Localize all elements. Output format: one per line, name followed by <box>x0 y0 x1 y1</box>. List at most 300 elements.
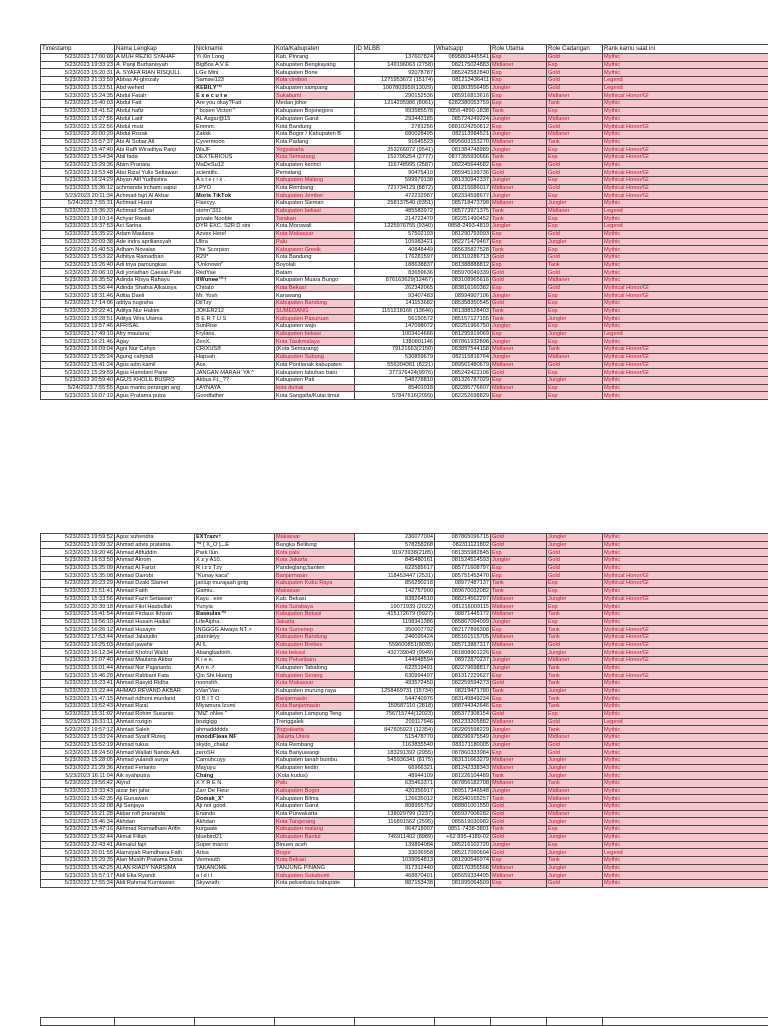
timestamp-cell: 5/23/2023 16:35:52 <box>41 276 115 284</box>
timestamp-cell: 5/23/2023 20:39:18 <box>41 603 115 611</box>
whatsapp-cell: 081524514593 <box>435 557 491 565</box>
name-cell: Alan Muslih Pratama Dona <box>115 856 195 864</box>
table-row <box>41 369 768 377</box>
table-row <box>41 687 768 695</box>
empty-cell <box>355 1018 435 1026</box>
rank-cell: Mythical Honor/Gl <box>603 153 768 161</box>
rank-cell: Mythic <box>603 161 768 169</box>
id-cell: 2781256 <box>355 123 435 131</box>
timestamp-cell: 5/23/2023 15:33:56 <box>41 595 115 603</box>
nickname-cell: R i z z Tzy <box>195 564 275 572</box>
role-main-cell: Jungler <box>491 353 547 361</box>
table-row <box>41 633 768 641</box>
nickname-cell: Yunyia <box>195 603 275 611</box>
city-cell: Kota Pontianak kabupaten <box>275 361 355 369</box>
id-cell: 33036958 <box>355 849 435 857</box>
rank-cell: Mythic <box>603 610 768 618</box>
rank-cell: Mythic <box>603 726 768 734</box>
rank-cell: Mythical Honor/Gl <box>603 641 768 649</box>
role-backup-cell: Gold <box>547 284 603 292</box>
table-row <box>41 610 768 618</box>
id-cell: 66966321 <box>355 764 435 772</box>
timestamp-cell: 5/23/2023 15:47:15 <box>41 695 115 703</box>
name-cell: Ahmad Jalaludin <box>115 633 195 641</box>
role-main-cell: Jungler <box>491 177 547 185</box>
role-main-cell: Tank <box>491 687 547 695</box>
whatsapp-cell: 088296975549 <box>435 733 491 741</box>
role-backup-cell: Jungler <box>547 541 603 549</box>
name-cell: Akmal Fillah <box>115 833 195 841</box>
whatsapp-cell: 081995064509 <box>435 879 491 887</box>
role-main-cell: Tank <box>491 315 547 323</box>
timestamp-cell: 5/23/2023 15:28:51 <box>41 315 115 323</box>
role-backup-cell: Gold <box>547 269 603 277</box>
whatsapp-cell: 082175024883 <box>435 61 491 69</box>
city-cell: Kota Tasikmalaya <box>275 338 355 346</box>
city-cell: Kabupaten Garut <box>275 115 355 123</box>
nickname-cell: X Y R E N <box>195 780 275 788</box>
role-backup-cell: Jungler <box>547 687 603 695</box>
nickname-cell: janlup murajaah gntg <box>195 580 275 588</box>
rank-cell: Mythic <box>603 541 768 549</box>
nickname-cell: 𝐂𝐡𝐚̈𝐧𝐠 <box>195 772 275 780</box>
role-backup-cell: Jungler <box>547 764 603 772</box>
nickname-cell: 𝐊𝐄𝐁𝐈𝐋𝐘™ <box>195 84 275 92</box>
table-row <box>41 780 768 788</box>
name-cell: Adi yonathan Caesar Pute <box>115 269 195 277</box>
rank-cell: Mythic <box>603 230 768 238</box>
table-row <box>41 300 768 308</box>
role-backup-cell: Tank <box>547 138 603 146</box>
role-backup-cell: Exp <box>547 107 603 115</box>
rank-cell: Mythic <box>603 534 768 542</box>
timestamp-cell: 5/23/2023 16:09:04 <box>41 346 115 354</box>
timestamp-cell: 5/23/2023 21:33:59 <box>41 77 115 85</box>
name-cell: Achmad Husni <box>115 200 195 208</box>
rank-cell: Mythic <box>603 261 768 269</box>
id-cell: 548778810 <box>355 376 435 384</box>
whatsapp-cell: 085945199736 <box>435 169 491 177</box>
role-main-cell: Tank <box>491 107 547 115</box>
whatsapp-cell: 085519030982 <box>435 818 491 826</box>
id-cell: 1214295986 (8061) <box>355 100 435 108</box>
role-main-cell: Exp <box>491 69 547 77</box>
role-backup-cell: Gold <box>547 123 603 131</box>
timestamp-cell: 5/23/2023 16:07:19 <box>41 392 115 400</box>
id-cell: 468870401 <box>355 872 435 880</box>
id-cell: 1039054813 <box>355 856 435 864</box>
city-cell: Kabupaten Sukabumi <box>275 872 355 880</box>
city-cell: Kota Padang <box>275 138 355 146</box>
role-main-cell: Jungler <box>491 292 547 300</box>
rank-cell: Mythical Honor/Gl <box>603 192 768 200</box>
whatsapp-cell: 082115816764 <box>435 353 491 361</box>
whatsapp-cell: 0851-7438-3801 <box>435 826 491 834</box>
table-row <box>41 92 768 100</box>
name-cell: Ahmad Rohim Susanto <box>115 710 195 718</box>
timestamp-cell: 5/23/2023 19:57:46 <box>41 323 115 331</box>
table-row <box>41 200 768 208</box>
role-backup-cell: Jungler <box>547 595 603 603</box>
role-backup-cell: Exp <box>547 246 603 254</box>
empty-cell <box>435 1018 491 1026</box>
name-cell: Abdul hafiz <box>115 107 195 115</box>
city-cell: (Kota kudus) <box>275 772 355 780</box>
whatsapp-cell: 082271479467 <box>435 238 491 246</box>
id-cell: 622519491 <box>355 664 435 672</box>
role-main-cell: Jungler <box>491 664 547 672</box>
nickname-cell: storm"331 <box>195 207 275 215</box>
whatsapp-cell: 0877355930666 <box>435 153 491 161</box>
timestamp-cell: 5/23/2023 15:40:03 <box>41 100 115 108</box>
city-cell: Kota Tangerang <box>275 818 355 826</box>
id-cell: 105983421 <box>355 238 435 246</box>
whatsapp-cell: 087856182708 <box>435 780 491 788</box>
id-cell: 993585578 <box>355 107 435 115</box>
id-cell: 1163835540 <box>355 741 435 749</box>
table-row <box>41 269 768 277</box>
role-main-cell: Tank <box>491 826 547 834</box>
city-cell: Kota pekanbaru kabupate <box>275 879 355 887</box>
city-cell: Yogyakarta <box>275 146 355 154</box>
whatsapp-cell: 085724249224 <box>435 115 491 123</box>
role-main-cell: Jungler <box>491 841 547 849</box>
timestamp-cell: 5/23/2023 18:41:52 <box>41 107 115 115</box>
rank-cell: Mythic <box>603 549 768 557</box>
name-cell: aizar bin jafar <box>115 787 195 795</box>
id-cell: 188638837 <box>355 261 435 269</box>
table-row <box>41 207 768 215</box>
role-backup-cell: Jungler <box>547 376 603 384</box>
table-row <box>41 77 768 85</box>
name-cell: Ahmad Al Farizi <box>115 564 195 572</box>
rank-cell: Legend <box>603 718 768 726</box>
role-backup-cell: Exp <box>547 323 603 331</box>
table-row <box>41 107 768 115</box>
role-main-cell: Gold <box>491 169 547 177</box>
timestamp-cell: 5/23/2023 17:00:09 <box>41 54 115 62</box>
city-cell: SUMEDANG <box>275 307 355 315</box>
rank-cell: Mythic <box>603 384 768 392</box>
timestamp-cell: 5/23/2023 16:25:03 <box>41 641 115 649</box>
city-cell: Kota Rembang <box>275 741 355 749</box>
role-main-cell: Tank <box>491 215 547 223</box>
id-cell: 472232987 <box>355 192 435 200</box>
timestamp-cell: 5/23/2023 15:57:17 <box>41 872 115 880</box>
table-row <box>41 130 768 138</box>
role-backup-cell: Jungler <box>547 803 603 811</box>
role-backup-cell: Gold <box>547 361 603 369</box>
rank-cell: Mythic <box>603 841 768 849</box>
rank-cell: Mythical Honor/Gl <box>603 146 768 154</box>
nickname-cell: INGGGG Always NT > <box>195 626 275 634</box>
name-cell: Ahmad Afifuddin <box>115 549 195 557</box>
id-cell: 293443185 <box>355 115 435 123</box>
name-cell: Agus manto perangin ang <box>115 384 195 392</box>
name-cell: Ahmad Kholrul Walid <box>115 649 195 657</box>
timestamp-cell: 5/23/2023 15:35:08 <box>41 572 115 580</box>
table-row <box>41 192 768 200</box>
city-cell: Medan johor <box>275 100 355 108</box>
table-row <box>41 618 768 626</box>
role-main-cell: Exp <box>491 77 547 85</box>
rank-cell: Mythic <box>603 787 768 795</box>
id-cell: 530859679 <box>355 353 435 361</box>
role-backup-cell: Tank <box>547 633 603 641</box>
role-backup-cell: Tank <box>547 703 603 711</box>
role-backup-cell: Gold <box>547 169 603 177</box>
id-cell: 622585617 <box>355 564 435 572</box>
whatsapp-cell: 6282380053759 <box>435 100 491 108</box>
city-cell: Bangka Belitung <box>275 541 355 549</box>
whatsapp-cell: 087865096715 <box>435 534 491 542</box>
column-header-nickname: Nickname <box>195 45 275 54</box>
rank-cell: Mythical Honor/Gl <box>603 292 768 300</box>
timestamp-cell: 5/23/2023 16:12:34 <box>41 649 115 657</box>
id-cell: 149196063 (2758) <box>355 61 435 69</box>
column-header-timestamp: Timestamp <box>41 45 115 54</box>
whatsapp-cell: 083108965616 <box>435 276 491 284</box>
whatsapp-cell: 0881024250812 <box>435 123 491 131</box>
city-cell: Kota Banjarmasin <box>275 703 355 711</box>
name-cell: Abi Al Sobar Ali <box>115 138 195 146</box>
city-cell: Kabupaten labuhan batu <box>275 369 355 377</box>
role-backup-cell: Jungler <box>547 756 603 764</box>
role-backup-cell: Exp <box>547 826 603 834</box>
whatsapp-cell: 081326787029 <box>435 376 491 384</box>
timestamp-cell: 5/23/2023 19:33:23 <box>41 61 115 69</box>
role-backup-cell: Exp <box>547 300 603 308</box>
role-backup-cell: Exp <box>547 223 603 231</box>
role-backup-cell: Midlaner <box>547 115 603 123</box>
id-cell: 152796254 (2777) <box>355 153 435 161</box>
id-cell: 1380801146 <box>355 338 435 346</box>
timestamp-cell: 5/23/2023 15:24:35 <box>41 92 115 100</box>
id-cell: 91973938(2185) <box>355 549 435 557</box>
city-cell: Kabupaten Muara Bungo <box>275 276 355 284</box>
table-row <box>41 657 768 665</box>
rank-cell: Mythical Honor/Gl <box>603 657 768 665</box>
timestamp-cell: 5/23/2023 15:46:28 <box>41 672 115 680</box>
role-backup-cell: Exp <box>547 292 603 300</box>
timestamp-cell: 5/23/2023 19:20:46 <box>41 549 115 557</box>
table-row <box>41 587 768 595</box>
role-backup-cell: Exp <box>547 841 603 849</box>
name-cell: Aik syahputra <box>115 772 195 780</box>
role-main-cell: Jungler <box>491 338 547 346</box>
city-cell: Jakarta <box>275 618 355 626</box>
role-main-cell: Exp <box>491 649 547 657</box>
timestamp-cell: 5/23/2023 15:41:54 <box>41 610 115 618</box>
timestamp-cell: 5/23/2023 15:23:41 <box>41 680 115 688</box>
id-cell: 258137540 (9351) <box>355 200 435 208</box>
table-row <box>41 253 768 261</box>
role-main-cell: Midlaner <box>491 872 547 880</box>
id-cell: 126635012 <box>355 795 435 803</box>
role-backup-cell: Exp <box>547 146 603 154</box>
table-row <box>41 864 768 872</box>
role-main-cell: Jungler <box>491 733 547 741</box>
table-row <box>41 749 768 757</box>
name-cell: Ahmad Rizal <box>115 703 195 711</box>
whatsapp-cell: 081310286713 <box>435 253 491 261</box>
nickname-cell: noonshh. <box>195 680 275 688</box>
name-cell: Achmad fajri Al Akbar <box>115 192 195 200</box>
name-cell: Ahmad advis pratama <box>115 541 195 549</box>
table-row <box>41 764 768 772</box>
empty-cell <box>603 1018 768 1026</box>
role-backup-cell: Gold <box>547 69 603 77</box>
city-cell: Kabupaten Subang <box>275 353 355 361</box>
empty-cell <box>275 1018 355 1026</box>
city-cell: kota dumai <box>275 384 355 392</box>
timestamp-cell: 5/23/2023 15:21:28 <box>41 810 115 818</box>
role-main-cell: Tank <box>491 246 547 254</box>
table-row <box>41 818 768 826</box>
nickname-cell: zeroSH <box>195 749 275 757</box>
id-cell: 559600851(8035) <box>355 641 435 649</box>
timestamp-cell: 5/23/2023 20:59:40 <box>41 376 115 384</box>
table-row <box>41 261 768 269</box>
role-backup-cell: Exp <box>547 392 603 400</box>
rank-cell: Mythic <box>603 879 768 887</box>
city-cell: Kota Sumenep <box>275 626 355 634</box>
name-cell: Ahmad Dzaki Slamet <box>115 580 195 588</box>
whatsapp-cell: 081215686017 <box>435 184 491 192</box>
role-main-cell: Midlaner <box>491 184 547 192</box>
role-backup-cell: Gold <box>547 77 603 85</box>
table-row <box>41 549 768 557</box>
name-cell: Ahmad ridhoni munfarid <box>115 695 195 703</box>
name-cell: Abim Pranata <box>115 161 195 169</box>
timestamp-cell: 5/23/2023 20:11:34 <box>41 192 115 200</box>
city-cell: Boyolali <box>275 261 355 269</box>
role-backup-cell: Midlaner <box>547 657 603 665</box>
timestamp-cell: 5/23/2023 20:23:29 <box>41 580 115 588</box>
name-cell: Adam Maulana <box>115 230 195 238</box>
nickname-cell: Zakkk <box>195 130 275 138</box>
name-cell: ALAN RIADY NARSIMA <box>115 864 195 872</box>
rank-cell: Mythic <box>603 200 768 208</box>
whatsapp-cell: 089561480679 <box>435 361 491 369</box>
table-row <box>41 626 768 634</box>
table-row <box>41 703 768 711</box>
nickname-cell: Aji not good <box>195 803 275 811</box>
timestamp-cell: 5/24/2023 7:55:55 <box>41 384 115 392</box>
nickname-cell: "MiZ' oNee " <box>195 710 275 718</box>
role-main-cell: Exp <box>491 672 547 680</box>
table-row <box>41 153 768 161</box>
id-cell: 262342065 <box>355 284 435 292</box>
column-header-role-main: Role Utama <box>491 45 547 54</box>
whatsapp-cell: 083816160382 <box>435 284 491 292</box>
nickname-cell: Akbus Ft._?? <box>195 376 275 384</box>
id-cell: 377376424(9976) <box>355 369 435 377</box>
rank-cell: Mythic <box>603 833 768 841</box>
table-row <box>41 826 768 834</box>
rank-cell: Legend <box>603 84 768 92</box>
role-main-cell: Jungler <box>491 146 547 154</box>
rank-cell: Mythic <box>603 795 768 803</box>
city-cell: Kota Semarang <box>275 153 355 161</box>
whatsapp-cell: 082245644682 <box>435 161 491 169</box>
role-main-cell: Tank <box>491 772 547 780</box>
whatsapp-cell: 085242422106 <box>435 369 491 377</box>
empty-cell <box>115 1018 195 1026</box>
whatsapp-cell: 081803556495 <box>435 84 491 92</box>
timestamp-cell: 5/23/2023 21:51:41 <box>41 587 115 595</box>
nickname-cell: ZenX. <box>195 338 275 346</box>
role-backup-cell: Gold <box>547 749 603 757</box>
whatsapp-cell: 085216102720 <box>435 841 491 849</box>
rank-cell: Mythic <box>603 130 768 138</box>
whatsapp-cell: 088214562297 <box>435 595 491 603</box>
header-row <box>41 45 768 54</box>
whatsapp-cell: 085157127155 <box>435 315 491 323</box>
name-cell: Abdul Latif <box>115 115 195 123</box>
id-cell: 144948594 <box>355 657 435 665</box>
nickname-cell: Ultra <box>195 238 275 246</box>
table-row <box>41 695 768 703</box>
city-cell: Kabupaten Bekasi <box>275 610 355 618</box>
table-row <box>41 215 768 223</box>
nickname-cell: 𝐃𝐨𝐦𝐚𝐤_𝐗* <box>195 795 275 803</box>
name-cell: Abil fada <box>115 153 195 161</box>
whatsapp-cell: 081388888812 <box>435 261 491 269</box>
name-cell: Ahmad jawahir <box>115 641 195 649</box>
whatsapp-cell: 085937008282 <box>435 810 491 818</box>
role-backup-cell: Jungler <box>547 872 603 880</box>
role-backup-cell: Gold <box>547 253 603 261</box>
name-cell: Abdul Fatt <box>115 100 195 108</box>
city-cell: Kota bekasi <box>275 649 355 657</box>
city-cell: Kota Bekasi <box>275 284 355 292</box>
whatsapp-cell: 082251490452 <box>435 215 491 223</box>
id-cell: 83659636 <box>355 269 435 277</box>
table-row <box>41 284 768 292</box>
role-main-cell: Midlaner <box>491 361 547 369</box>
role-backup-cell: Midlaner <box>547 276 603 284</box>
whatsapp-cell: 085659334495 <box>435 872 491 880</box>
id-cell: 493572450 <box>355 680 435 688</box>
id-cell: 515478770 <box>355 733 435 741</box>
column-header-rank: Rank kamu saat ini <box>603 45 768 54</box>
whatsapp-cell: 085751453470 <box>435 572 491 580</box>
nickname-cell: Akhdan <box>195 818 275 826</box>
role-main-cell: Jungler <box>491 726 547 734</box>
name-cell: Agus Pratama putra <box>115 392 195 400</box>
city-cell: Jakarta Utara <box>275 733 355 741</box>
rank-cell: Mythic <box>603 269 768 277</box>
role-main-cell: Gold <box>491 810 547 818</box>
id-cell: 19071939 (2022) <box>355 603 435 611</box>
city-cell: Kota Rembang <box>275 184 355 192</box>
timestamp-cell: 5/23/2023 17:53:44 <box>41 633 115 641</box>
role-main-cell: Jungler <box>491 223 547 231</box>
timestamp-cell: 5/23/2023 16:21:46 <box>41 338 115 346</box>
rank-cell: Mythic <box>603 338 768 346</box>
city-cell: Kota Bogor / Kabupaten B <box>275 130 355 138</box>
id-cell: 142757900 <box>355 587 435 595</box>
role-main-cell: Gold <box>491 534 547 542</box>
rank-cell: Mythic <box>603 238 768 246</box>
rank-cell: Mythic <box>603 618 768 626</box>
name-cell: Ahmad Fikri Hasbullah <box>115 603 195 611</box>
nickname-cell: Kayu . exe <box>195 595 275 603</box>
role-backup-cell: Gold <box>547 84 603 92</box>
timestamp-cell: 5/23/2023 19:56:42 <box>41 780 115 788</box>
whatsapp-cell: 085713887317 <box>435 641 491 649</box>
